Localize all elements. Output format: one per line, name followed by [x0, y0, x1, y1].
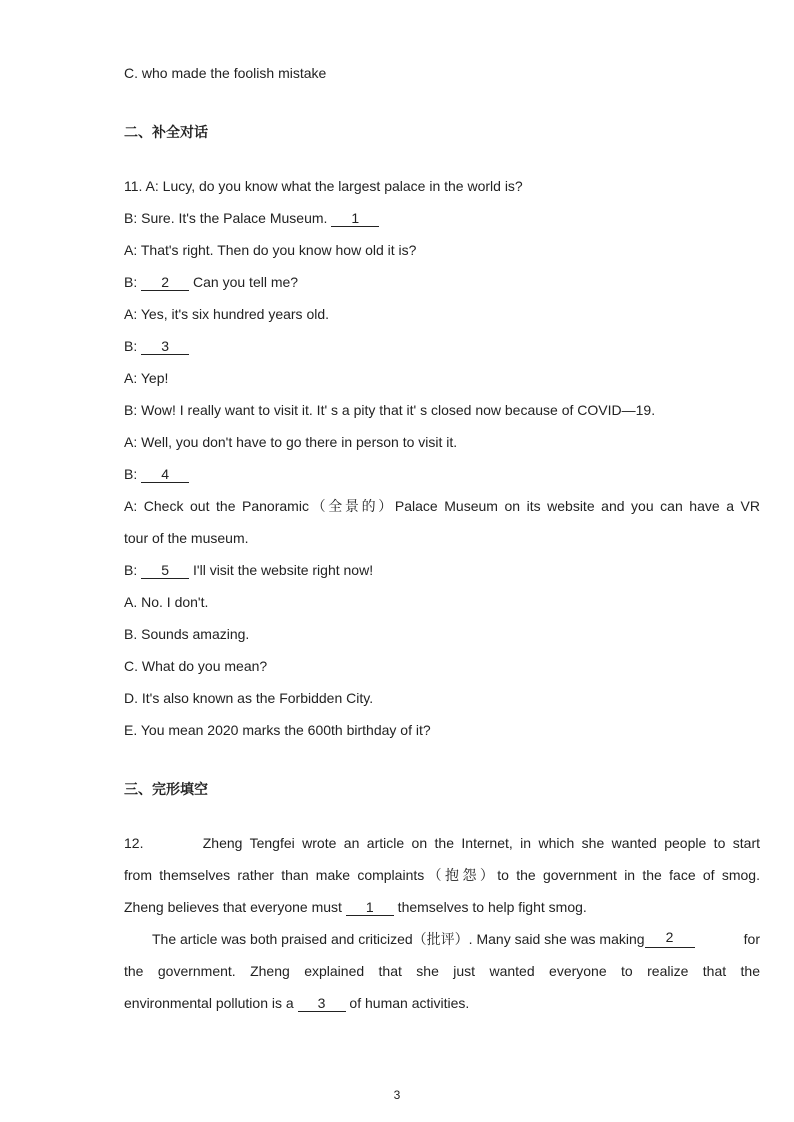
dialog-line-10a: A: Check out the Panoramic（全景的）Palace Museum on its website and you can have a VR — [124, 498, 760, 514]
option-c: C. What do you mean? — [124, 658, 268, 674]
dialog-text: B: — [124, 466, 142, 482]
answer-blank-1: 1 — [331, 211, 379, 227]
passage-text: environmental pollution is a — [124, 995, 298, 1011]
passage-text: of human activities. — [345, 995, 470, 1011]
prev-option-c: C. who made the foolish mistake — [124, 65, 327, 81]
dialog-line-7: B: Wow! I really want to visit it. It' s a pity that it' s closed now because of COVID—19. — [124, 402, 656, 418]
dialog-text: B: Sure. It's the Palace Museum. — [124, 210, 332, 226]
passage-text: Zheng believes that everyone must — [124, 899, 346, 915]
dialog-text: I'll visit the website right now! — [189, 562, 374, 578]
passage-line-6 — [124, 994, 469, 1012]
option-d: D. It's also known as the Forbidden City. — [124, 690, 374, 706]
passage-text: themselves to help fight smog. — [393, 899, 587, 915]
passage-text: The article was both praised and criticized（批评）. Many said she was making — [152, 931, 645, 947]
passage-line-2: from themselves rather than make complaints（抱怨）to the government in the face of smog. — [124, 867, 760, 883]
passage-line-5: the government. Zheng explained that she just wanted everyone to realize that the — [124, 963, 760, 979]
dialog-line-9 — [124, 465, 189, 483]
dialog-text: B: — [124, 562, 142, 578]
section3-heading: 三、完形填空 — [124, 781, 208, 797]
cloze-blank-3: 3 — [298, 996, 346, 1012]
option-b: B. Sounds amazing. — [124, 626, 250, 642]
option-a: A. No. I don't. — [124, 594, 209, 610]
q11-line: 11. A: Lucy, do you know what the largest palace in the world is? — [124, 178, 523, 194]
dialog-line-4: A: Yes, it's six hundred years old. — [124, 306, 330, 322]
answer-blank-4: 4 — [141, 467, 189, 483]
dialog-line-11 — [124, 561, 373, 579]
dialog-line-1 — [124, 209, 379, 227]
dialog-text: Can you tell me? — [189, 274, 299, 290]
dialog-line-5 — [124, 337, 189, 355]
answer-blank-5: 5 — [141, 563, 189, 579]
dialog-text: B: — [124, 274, 142, 290]
section2-heading: 二、补全对话 — [124, 124, 208, 140]
answer-blank-3: 3 — [141, 339, 189, 355]
passage-line-1: 12. Zheng Tengfei wrote an article on the Internet, in which she wanted people to start — [124, 835, 760, 851]
dialog-text: B: — [124, 338, 142, 354]
page-number: 3 — [393, 1088, 401, 1102]
passage-line-3 — [124, 898, 587, 916]
passage-text: for — [743, 931, 760, 947]
passage-line-4 — [152, 930, 760, 948]
dialog-line-2: A: That's right. Then do you know how old it is? — [124, 242, 417, 258]
answer-blank-2: 2 — [141, 275, 189, 291]
dialog-line-10b: tour of the museum. — [124, 530, 249, 546]
dialog-line-3 — [124, 273, 298, 291]
dialog-line-8: A: Well, you don't have to go there in person to visit it. — [124, 434, 458, 450]
dialog-line-6: A: Yep! — [124, 370, 169, 386]
cloze-blank-2: 2 — [645, 930, 695, 948]
option-e: E. You mean 2020 marks the 600th birthday of it? — [124, 722, 431, 738]
cloze-blank-1: 1 — [346, 900, 394, 916]
